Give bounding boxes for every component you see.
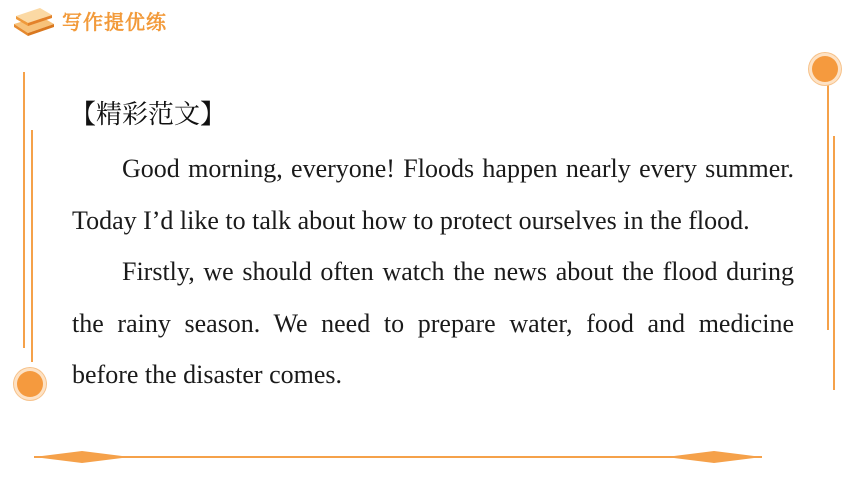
- right-border-line: [827, 82, 829, 330]
- section-heading: 【精彩范文】: [70, 100, 227, 130]
- right-decor-dot: [812, 56, 838, 82]
- header: [10, 2, 167, 38]
- header-title: 写作提优练: [62, 9, 167, 34]
- bottom-divider: [34, 449, 762, 465]
- left-border-line: [23, 72, 25, 348]
- book-stack-icon: [10, 2, 58, 38]
- essay-paragraph: Good morning, everyone! Floods happen nearly every summer. Today I’d like to talk about how to protect ourselves in the flood.: [72, 154, 794, 235]
- right-inner-line: [833, 136, 835, 390]
- essay-body: [72, 143, 794, 401]
- essay-paragraph: Firstly, we should often watch the news about the flood during the rainy season. We need to prepare water, food and medicine before the disaster comes.: [72, 257, 794, 389]
- left-inner-line: [31, 130, 33, 362]
- left-decor-dot: [17, 371, 43, 397]
